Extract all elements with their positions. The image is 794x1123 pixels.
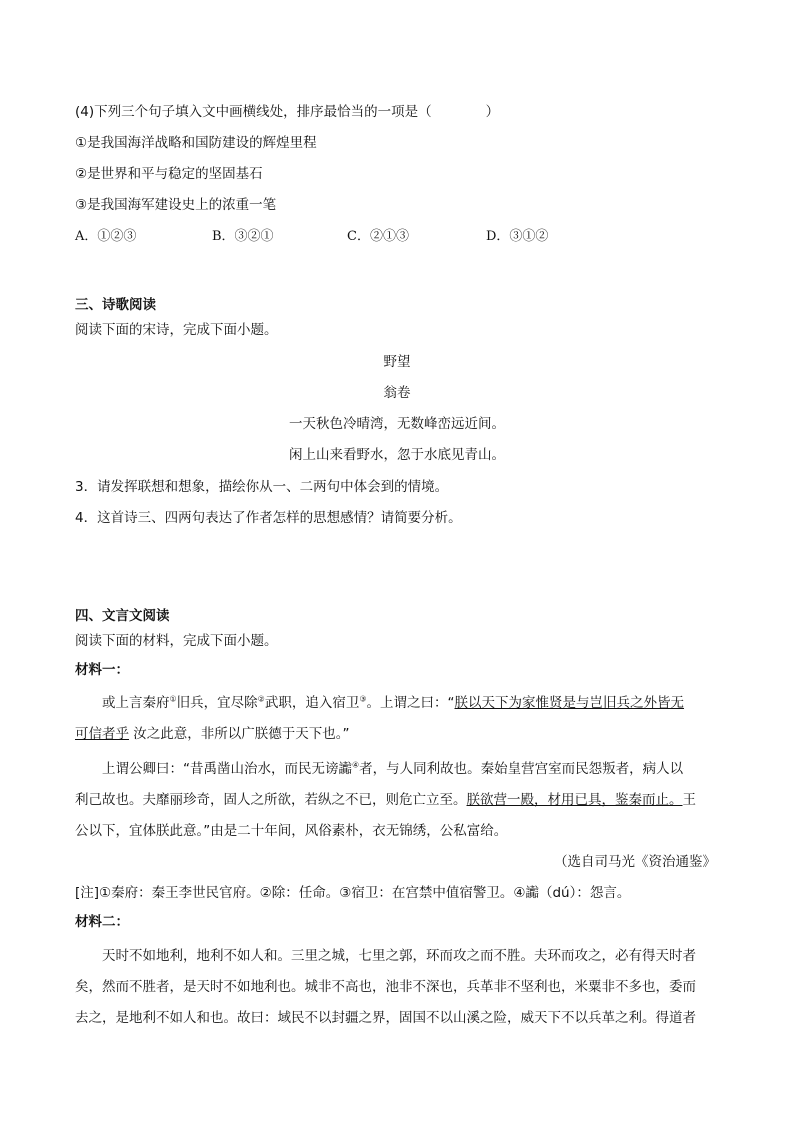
poem-title: 野望: [383, 354, 411, 370]
sentence-3: ③是我国海军建设史上的浓重一笔: [75, 197, 277, 213]
option-c: C．②①③: [347, 229, 409, 244]
material-2-line-2: 矣，然而不胜者，是天时不如地利也。城非不高也，池非不深也，兵革非不坚利也，米粟非不多也，委而: [75, 979, 696, 995]
material-2-line-1: 天时不如地利，地利不如人和。三里之城，七里之郭，环而攻之而不胜。夫环而攻之，必有得天时者: [102, 948, 696, 964]
sentence-1: ①是我国海洋战略和国防建设的辉煌里程: [75, 135, 317, 151]
poem-author: 翁卷: [383, 385, 411, 401]
option-d: D．③①②: [486, 229, 549, 244]
poem-line-2: 闲上山来看野水，忽于水底见青山。: [289, 447, 505, 463]
material-2-line-3: 去之，是地利不如人和也。故曰：域民不以封疆之界，固国不以山溪之险，威天下不以兵革之利。得道者: [75, 1010, 696, 1026]
section-heading-poetry: 三、诗歌阅读: [75, 297, 156, 313]
material-1-paragraph-1-line-1: 或上言秦府①旧兵，宜尽除②武职，追入宿卫③。上谓之曰：“朕以天下为家惟贤是与岂旧兵之外皆无: [102, 694, 685, 711]
question-4-stem: (4)下列三个句子填入文中画横线处，排序最恰当的一项是（ ）: [75, 104, 500, 120]
annotation-notes: [注]①秦府：秦王李世民官府。②除：任命。③宿卫：在宫禁中值宿警卫。④讟（dú）：怨言。: [75, 885, 631, 901]
question-3: 3．请发挥联想和想象，描绘你从一、二两句中体会到的情境。: [75, 479, 449, 495]
sentence-2: ②是世界和平与稳定的坚固基石: [75, 166, 263, 182]
underlined-sentence-2: 朕欲营一殿，材用已具，鉴秦而止。: [466, 792, 683, 808]
material-2-label: 材料二：: [75, 914, 129, 930]
underlined-sentence-1: 朕以天下为家惟贤是与岂旧兵之外皆无: [454, 695, 685, 711]
material-1-source: （选自司马光《资治通鉴》: [554, 854, 716, 870]
section-heading-classical: 四、文言文阅读: [75, 608, 170, 624]
poetry-intro: 阅读下面的宋诗，完成下面小题。: [75, 322, 278, 338]
material-1-paragraph-2-line-2: 利己故也。夫靡丽珍奇，固人之所欲，若纵之不已，则危亡立至。朕欲营一殿，材用已具，鉴秦而止。王: [75, 792, 696, 808]
classical-intro: 阅读下面的材料，完成下面小题。: [75, 633, 278, 649]
material-1-label: 材料一：: [75, 662, 129, 678]
question-4: 4．这首诗三、四两句表达了作者怎样的思想感情？请简要分析。: [75, 510, 462, 526]
material-1-paragraph-2-line-3: 公以下，宜体朕此意。”由是二十年间，风俗素朴，衣无锦绣，公私富给。: [75, 823, 508, 839]
material-1-paragraph-1-line-2: 可信者乎 汝之此意，非所以广朕德于天下也。”: [75, 726, 350, 742]
material-1-paragraph-2-line-1: 上谓公卿曰：“昔禹凿山治水，而民无谤讟④者，与人同利故也。秦始皇营宫室而民怨叛者，病人以: [102, 760, 684, 777]
option-b: B．③②①: [212, 229, 274, 244]
option-a: A．①②③: [75, 229, 137, 244]
poem-line-1: 一天秋色冷晴湾，无数峰峦远近间。: [289, 416, 505, 432]
